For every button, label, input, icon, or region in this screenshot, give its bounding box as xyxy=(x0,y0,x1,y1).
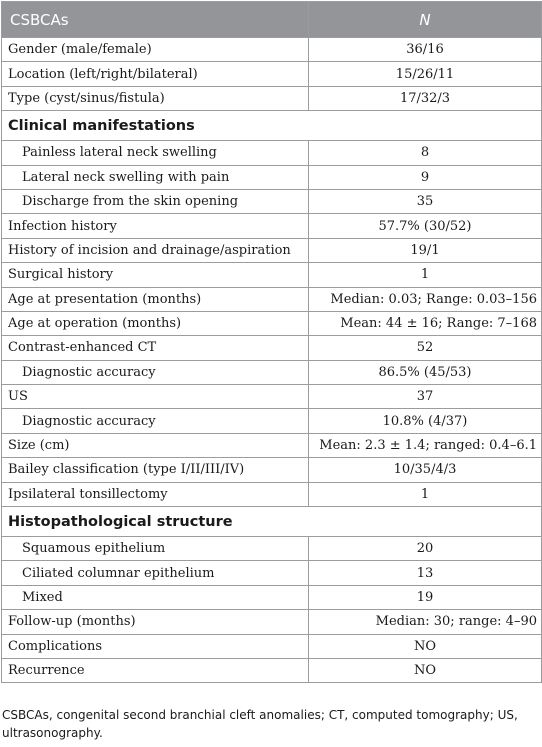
table-row xyxy=(2,658,542,682)
row-value: 8 xyxy=(309,141,542,165)
table-row xyxy=(2,141,542,165)
row-label: Ciliated columnar epithelium xyxy=(2,561,309,585)
header-row xyxy=(2,2,542,38)
section-row xyxy=(2,507,542,537)
row-value: NO xyxy=(309,634,542,658)
row-label: Surgical history xyxy=(2,263,309,287)
table-row xyxy=(2,165,542,189)
table-row xyxy=(2,86,542,110)
table-row xyxy=(2,311,542,335)
section-row xyxy=(2,111,542,141)
row-label: Size (cm) xyxy=(2,433,309,457)
row-label: US xyxy=(2,385,309,409)
row-value: 37 xyxy=(309,385,542,409)
table-row xyxy=(2,458,542,482)
table-row xyxy=(2,189,542,213)
table-row xyxy=(2,433,542,457)
row-label: Age at operation (months) xyxy=(2,311,309,335)
table-row xyxy=(2,610,542,634)
row-value: 36/16 xyxy=(309,38,542,62)
row-label: Mixed xyxy=(2,585,309,609)
row-value: 19 xyxy=(309,585,542,609)
row-label: Location (left/right/bilateral) xyxy=(2,62,309,86)
table-body xyxy=(2,38,542,683)
row-value: 10.8% (4/37) xyxy=(309,409,542,433)
row-value: Median: 0.03; Range: 0.03–156 xyxy=(309,287,542,311)
header-col2: N xyxy=(309,2,542,38)
table-row xyxy=(2,537,542,561)
row-label: Discharge from the skin opening xyxy=(2,189,309,213)
row-label: Follow-up (months) xyxy=(2,610,309,634)
table-row xyxy=(2,561,542,585)
header-col1: CSBCAs xyxy=(2,2,309,38)
row-label: Infection history xyxy=(2,214,309,238)
table-row xyxy=(2,336,542,360)
row-value: 13 xyxy=(309,561,542,585)
row-value: 52 xyxy=(309,336,542,360)
row-value: 19/1 xyxy=(309,238,542,262)
row-label: Ipsilateral tonsillectomy xyxy=(2,482,309,506)
row-value: 17/32/3 xyxy=(309,86,542,110)
table-row xyxy=(2,585,542,609)
row-label: Type (cyst/sinus/fistula) xyxy=(2,86,309,110)
table-footnote: CSBCAs, congenital second branchial cleft anomalies; CT, computed tomography; US, ultrasonography. xyxy=(2,708,518,740)
row-label: Diagnostic accuracy xyxy=(2,409,309,433)
row-label: Squamous epithelium xyxy=(2,537,309,561)
table-row xyxy=(2,214,542,238)
row-label: Age at presentation (months) xyxy=(2,287,309,311)
row-value: NO xyxy=(309,658,542,682)
table-row xyxy=(2,238,542,262)
row-value: 10/35/4/3 xyxy=(309,458,542,482)
row-value: 86.5% (45/53) xyxy=(309,360,542,384)
row-label: Complications xyxy=(2,634,309,658)
row-value: 1 xyxy=(309,482,542,506)
table-row xyxy=(2,287,542,311)
row-label: Lateral neck swelling with pain xyxy=(2,165,309,189)
row-label: Gender (male/female) xyxy=(2,38,309,62)
row-value: Mean: 44 ± 16; Range: 7–168 xyxy=(309,311,542,335)
row-value: Median: 30; range: 4–90 xyxy=(309,610,542,634)
section-title: Clinical manifestations xyxy=(2,111,542,141)
row-value: 35 xyxy=(309,189,542,213)
table-row xyxy=(2,263,542,287)
row-label: Recurrence xyxy=(2,658,309,682)
data-table xyxy=(1,1,542,683)
row-value: 57.7% (30/52) xyxy=(309,214,542,238)
row-label: Diagnostic accuracy xyxy=(2,360,309,384)
row-value: 9 xyxy=(309,165,542,189)
row-value: 15/26/11 xyxy=(309,62,542,86)
row-label: History of incision and drainage/aspiration xyxy=(2,238,309,262)
table-row xyxy=(2,38,542,62)
section-title: Histopathological structure xyxy=(2,507,542,537)
row-label: Contrast-enhanced CT xyxy=(2,336,309,360)
table-row xyxy=(2,482,542,506)
table-row xyxy=(2,360,542,384)
table-row xyxy=(2,634,542,658)
row-value: 1 xyxy=(309,263,542,287)
table-row xyxy=(2,385,542,409)
row-value: Mean: 2.3 ± 1.4; ranged: 0.4–6.1 xyxy=(309,433,542,457)
row-label: Painless lateral neck swelling xyxy=(2,141,309,165)
row-value: 20 xyxy=(309,537,542,561)
row-label: Bailey classification (type I/II/III/IV) xyxy=(2,458,309,482)
table-row xyxy=(2,62,542,86)
table-row xyxy=(2,409,542,433)
